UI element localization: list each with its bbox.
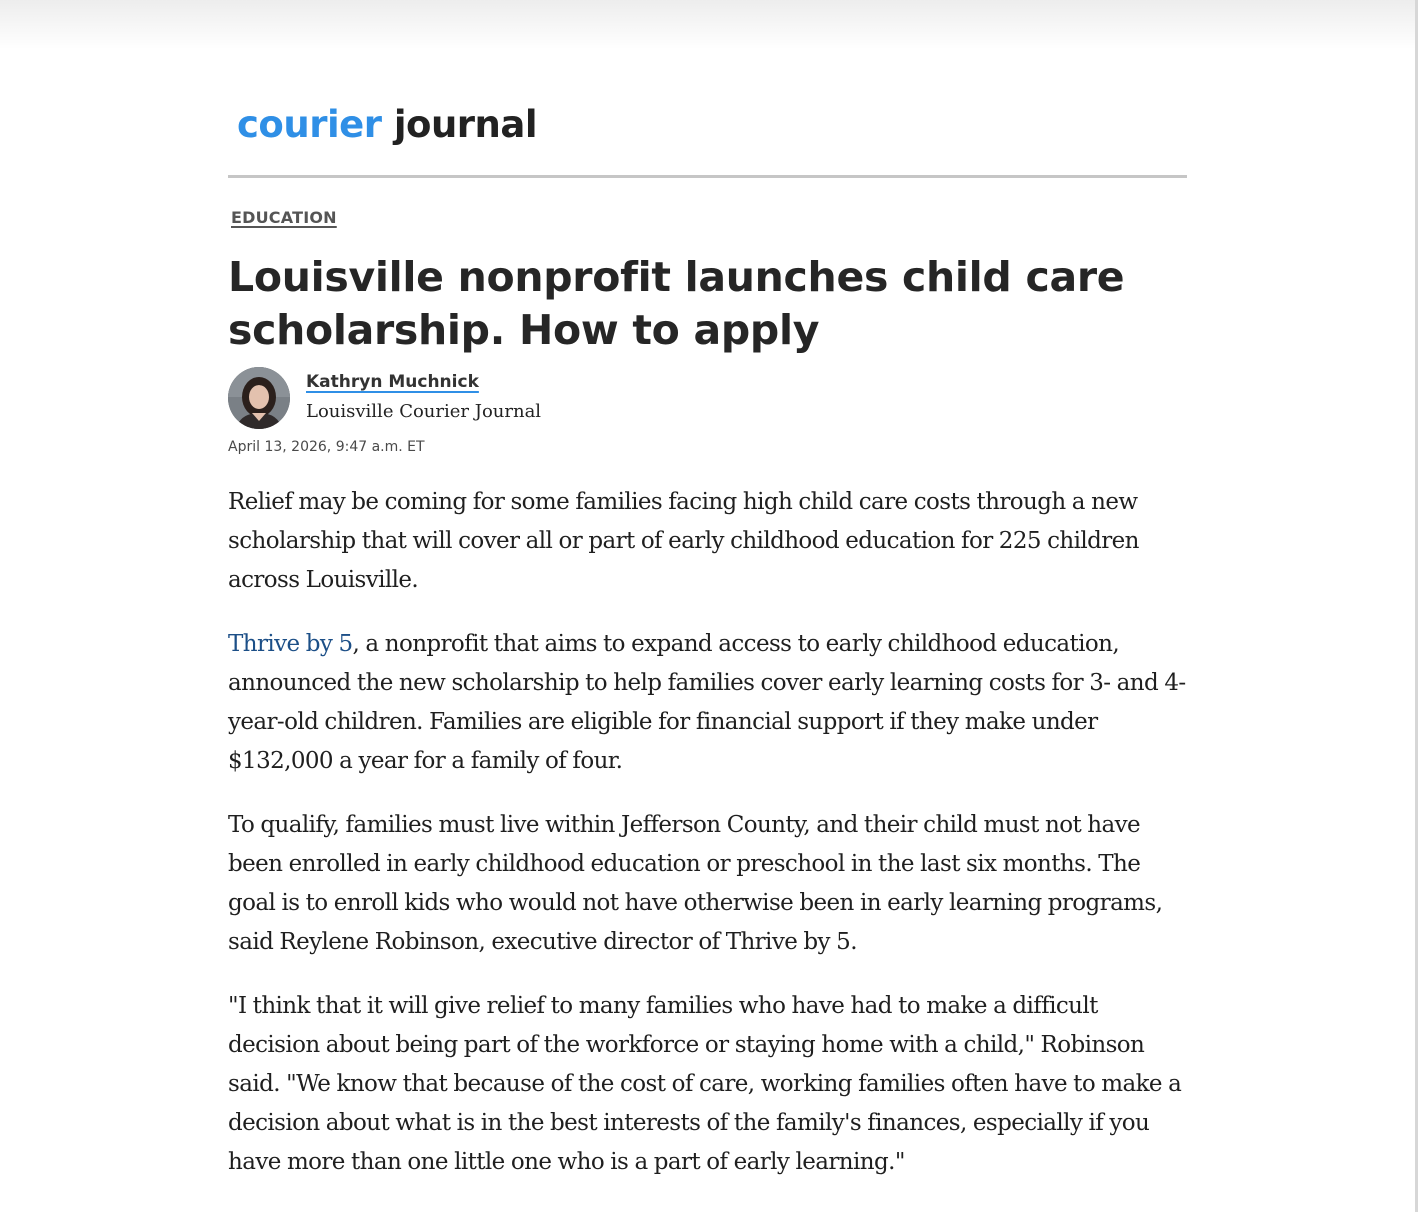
logo-word-courier: courier	[237, 103, 382, 146]
paragraph-4: "I think that it will give relief to many families who have had to make a difficult decision about being part of the workforce or staying home with a child," Robinson said. "We know that because of the cost of care, working families often have to make a decision about what is in the best interests of the family's finances, especially if you have more than one little one who is a part of early learning."	[228, 993, 1182, 1175]
article-body	[228, 483, 1190, 1207]
section-link-education[interactable]: EDUCATION	[231, 208, 337, 227]
site-logo[interactable]	[237, 100, 537, 150]
author-avatar[interactable]	[228, 367, 290, 429]
publish-date: April 13, 2026, 9:47 a.m. ET	[228, 439, 425, 455]
article-headline: Louisville nonprofit launches child care scholarship. How to apply	[228, 253, 1125, 354]
author-organization: Louisville Courier Journal	[306, 401, 542, 422]
browser-top-shadow	[0, 0, 1418, 50]
author-photo-icon	[228, 367, 290, 429]
paragraph-2-text: , a nonprofit that aims to expand access to early childhood education, announced the new scholarship to help families cover early learning costs for 3- and 4-year-old children. Families are eligible for financial support if they make under $132,000 a year for a family of four.	[228, 631, 1186, 774]
header-divider	[228, 175, 1187, 178]
paragraph-1: Relief may be coming for some families facing high child care costs through a new scholarship that will cover all or part of early childhood education for 225 children across Louisville.	[228, 489, 1139, 593]
paragraph-3: To qualify, families must live within Jefferson County, and their child must not have been enrolled in early childhood education or preschool in the last six months. The goal is to enroll kids who would not have otherwise been in early learning programs, said Reylene Robinson, executive director of Thrive by 5.	[228, 812, 1163, 955]
paragraph-2	[228, 625, 1190, 781]
thrive-by-5-link[interactable]: Thrive by 5	[228, 631, 353, 657]
author-name-link[interactable]: Kathryn Muchnick	[306, 372, 479, 392]
logo-word-journal: journal	[393, 103, 538, 146]
